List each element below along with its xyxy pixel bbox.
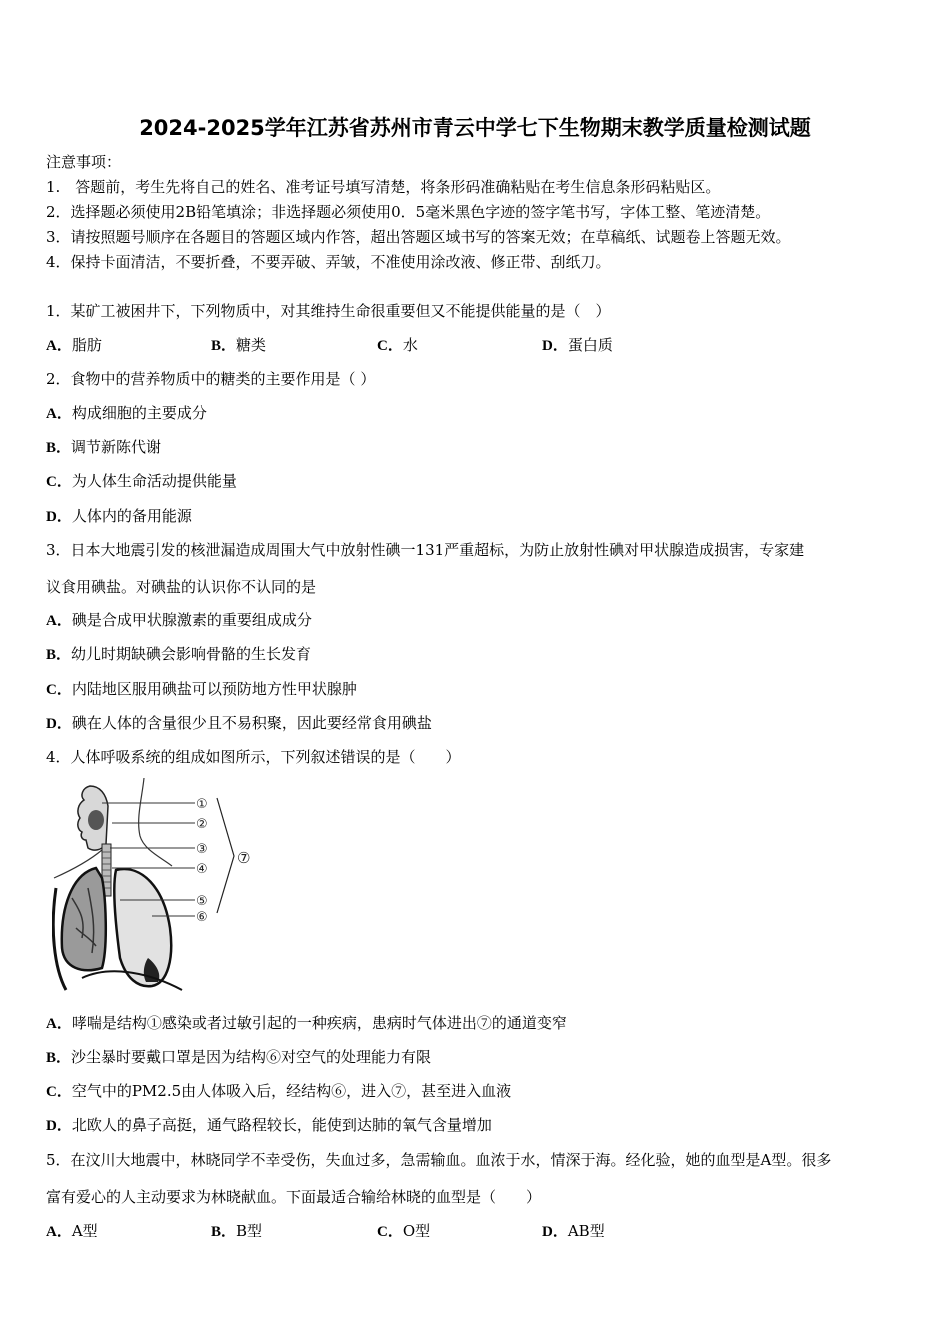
question-5-stem-line-2: 富有爱心的人主动要求为林晓献血。下面最适合输给林晓的血型是（ ）	[46, 1188, 542, 1206]
option-c: C．水	[377, 336, 418, 354]
notice-item-1: 1. 答题前，考生先将自己的姓名、准考证号填写清楚，将条形码准确粘贴在考生信息条形码粘贴区。	[46, 178, 721, 196]
question-3-stem-line-1: 3．日本大地震引发的核泄漏造成周围大气中放射性碘一131严重超标，为防止放射性碘对甲状腺造成损害，专家建	[46, 541, 805, 559]
notice-item-2: 2．选择题必须使用2B铅笔填涂；非选择题必须使用0．5毫米黑色字迹的签字笔书写，字体工整、笔迹清楚。	[46, 203, 771, 221]
diagram-label-4: ④	[196, 862, 208, 877]
question-4-option-b: B．沙尘暴时要戴口罩是因为结构⑥对空气的处理能力有限	[46, 1048, 432, 1066]
question-4-option-d: D．北欧人的鼻子高挺，通气路程较长，能使到达肺的氧气含量增加	[46, 1116, 492, 1134]
question-3-option-d: D．碘在人体的含量很少且不易积聚，因此要经常食用碘盐	[46, 714, 432, 732]
question-2-option-b: B．调节新陈代谢	[46, 438, 162, 456]
question-4-stem: 4．人体呼吸系统的组成如图所示，下列叙述错误的是（ ）	[46, 748, 461, 766]
option-d: D．蛋白质	[542, 336, 613, 354]
question-2-option-d: D．人体内的备用能源	[46, 507, 192, 525]
question-3-option-c: C．内陆地区服用碘盐可以预防地方性甲状腺肿	[46, 680, 357, 698]
diagram-label-7: ⑦	[237, 849, 251, 867]
diagram-label-6: ⑥	[196, 910, 208, 925]
option-b: B．糖类	[211, 336, 267, 354]
question-4-option-a: A．哮喘是结构①感染或者过敏引起的一种疾病，患病时气体进出⑦的通道变窄	[46, 1014, 567, 1032]
option-b: B．B型	[211, 1222, 263, 1240]
page-title: 2024-2025学年江苏省苏州市青云中学七下生物期末教学质量检测试题	[139, 116, 811, 140]
option-a: A．A型	[46, 1222, 98, 1240]
notice-heading: 注意事项：	[46, 153, 122, 171]
question-2-option-c: C．为人体生命活动提供能量	[46, 472, 237, 490]
diagram-label-3: ③	[196, 842, 208, 857]
notice-item-3: 3．请按照题号顺序在各题目的答题区域内作答，超出答题区域书写的答案无效；在草稿纸、试题卷上答题无效。	[46, 228, 791, 246]
question-3-option-a: A．碘是合成甲状腺激素的重要组成成分	[46, 611, 312, 629]
question-2-stem: 2．食物中的营养物质中的糖类的主要作用是（ ）	[46, 370, 376, 388]
option-d: D．AB型	[542, 1222, 605, 1240]
question-2-option-a: A．构成细胞的主要成分	[46, 404, 207, 422]
diagram-label-1: ①	[196, 797, 208, 812]
respiratory-system-diagram	[52, 778, 267, 993]
question-3-option-b: B．幼儿时期缺碘会影响骨骼的生长发育	[46, 645, 312, 663]
option-a: A．脂肪	[46, 336, 102, 354]
question-5-stem-line-1: 5．在汶川大地震中，林晓同学不幸受伤，失血过多，急需输血。血浓于水，情深于海。经化验，她的血型是A型。很多	[46, 1151, 832, 1169]
question-1-stem: 1．某矿工被困井下，下列物质中，对其维持生命很重要但又不能提供能量的是（ ）	[46, 302, 611, 320]
question-4-option-c: C．空气中的PM2.5由人体吸入后，经结构⑥，进入⑦，甚至进入血液	[46, 1082, 512, 1100]
option-c: C．O型	[377, 1222, 431, 1240]
question-3-stem-line-2: 议食用碘盐。对碘盐的认识你不认同的是	[46, 578, 317, 596]
notice-item-4: 4．保持卡面清洁，不要折叠，不要弄破、弄皱，不准使用涂改液、修正带、刮纸刀。	[46, 253, 611, 271]
diagram-label-5: ⑤	[196, 894, 208, 909]
diagram-label-2: ②	[196, 817, 208, 832]
